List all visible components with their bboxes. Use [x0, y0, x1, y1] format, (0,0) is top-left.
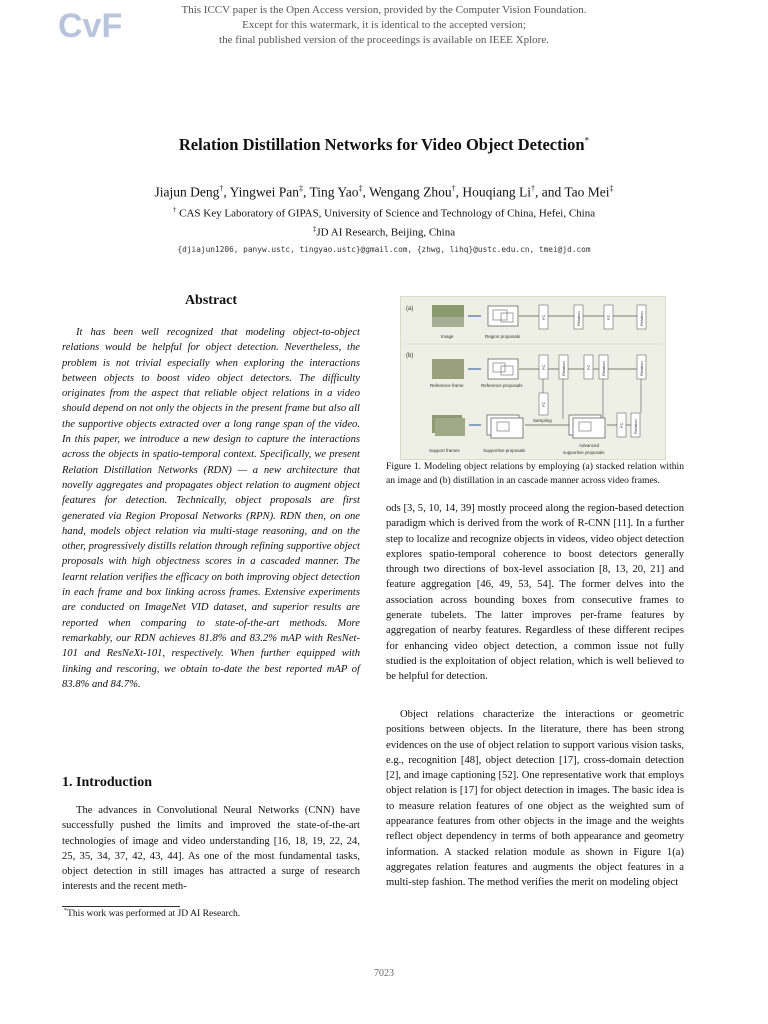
- fc-label: FC: [541, 314, 546, 320]
- author-mark: †: [219, 184, 224, 193]
- introduction-paragraph: The advances in Convolutional Neural Networks (CNN) have successfully pushed the limits and improved the state-of-the-art technologies of image and video understanding [16, 18, 19, 22, 24, 25, 35, 34, 37, 42, 43, 44]. As one of the most fundamental tasks, object detection in still images has attracted a surge of research interests and the recent meth-: [62, 805, 360, 893]
- author-separator: ,: [302, 184, 310, 200]
- figure-1-diagram: [400, 296, 666, 460]
- relation-label: Relation: [576, 311, 581, 326]
- advanced-proposals-caption-2: supportive proposals: [563, 450, 605, 455]
- paper-title: [0, 135, 768, 155]
- supportive-proposals-box: [491, 418, 523, 438]
- svg-text:CvF: CvF: [58, 7, 123, 42]
- figure-label-a: (a): [406, 306, 414, 312]
- relation-label: Relation: [639, 361, 644, 376]
- introduction-paragraph-relations: Object relations characterize the interactions or geometric positions between objects. In the literature, there has been strong evidences on the use of object relation to support various vision tasks, e.g., recognition [48], object detection [17], cross-domain detection [2], and image captioning [52]. One representative work that employs object relation is [17] for object detection in images. The basic idea is to measure relation features of one object as the weighted sum of appearance features from other objects in the image and the weights reflect object dependency in terms of both appearance and geometry information. A stacked relation module as shown in Figure 1(a) aggregates relation features and augments the object features in a multi-step fashion. The method verifies the merit on modeling object: [386, 709, 684, 889]
- affiliation-2: [0, 225, 768, 239]
- author-name: Ting Yao: [309, 184, 359, 200]
- relation-label: Relation: [601, 361, 606, 376]
- reference-frame-thumbnail: [432, 359, 464, 379]
- region-proposals-caption: Region proposals: [485, 334, 521, 339]
- footnote-mark: *: [64, 908, 67, 914]
- author-separator: ,: [455, 184, 463, 200]
- sampling-caption: Sampling: [533, 418, 552, 423]
- watermark-line-1: This ICCV paper is the Open Access version, provided by the Computer Vision Foundation.: [181, 4, 587, 16]
- author-separator: ,: [223, 184, 230, 200]
- abstract-heading: Abstract: [184, 293, 238, 308]
- relation-label: Relation: [639, 311, 644, 326]
- fc-label: FC: [619, 422, 624, 428]
- paper-title-text: Relation Distillation Networks for Video Object Detection: [178, 135, 585, 154]
- fc-label: FC: [586, 364, 591, 370]
- title-footnote-mark: *: [584, 135, 590, 146]
- affiliation-mark: †: [172, 206, 177, 214]
- watermark-line-3: the final published version of the proceedings is available on IEEE Xplore.: [219, 34, 549, 46]
- relation-label: Relation: [633, 419, 638, 434]
- author-name: Houqiang Li: [462, 184, 531, 200]
- affiliation-text: JD AI Research, Beijing, China: [316, 226, 456, 239]
- author-mark: †: [451, 184, 456, 193]
- author-name: Wengang Zhou: [369, 184, 452, 200]
- advanced-proposals-box: [573, 418, 605, 438]
- fc-label: FC: [606, 314, 611, 320]
- advanced-proposals-caption-1: Advanced: [579, 443, 600, 448]
- figure-1-caption: Figure 1. Modeling object relations by employing (a) stacked relation within an image and (b) distillation in an cascade manner across video frames.: [386, 461, 684, 486]
- reference-proposals-box: [488, 359, 518, 379]
- author-name: Tao Mei: [564, 184, 610, 200]
- affiliation-1: [0, 206, 768, 220]
- author-mark: ‡: [298, 184, 303, 193]
- support-frames-caption: Support frames: [429, 448, 460, 453]
- support-frame-thumbnail: [435, 418, 465, 436]
- author-separator: ,: [362, 184, 370, 200]
- author-mark: †: [530, 184, 535, 193]
- figure-label-b: (b): [406, 353, 414, 359]
- footnote: [64, 908, 240, 919]
- region-proposals-box: [488, 306, 518, 326]
- supportive-proposals-caption: Supportive proposals: [483, 448, 526, 453]
- footnote-divider: [62, 906, 180, 907]
- page-number: 7023: [374, 968, 394, 979]
- author-name: Yingwei Pan: [229, 184, 299, 200]
- fc-label: FC: [541, 364, 546, 370]
- author-mark: ‡: [609, 184, 614, 193]
- author-name: Jiajun Deng: [154, 184, 220, 200]
- fc-label: FC: [541, 401, 546, 407]
- watermark-line-2: Except for this watermark, it is identical to the accepted version;: [242, 19, 526, 31]
- image-thumbnail-ground: [432, 317, 464, 327]
- author-separator: , and: [534, 184, 565, 200]
- introduction-heading: 1. Introduction: [62, 775, 152, 790]
- introduction-paragraph-continued: ods [3, 5, 10, 14, 39] mostly proceed along the region-based detection paradigm which is derived from the work of R-CNN [11]. In a further step to localize and recognize objects in videos, video object detection explores spatio-temporal coherence to boost detectors generally through two directions of box-level association [8, 13, 20, 21] and feature aggregation [46, 49, 53, 54]. The former delves into the association across bounding boxes from consecutive frames to generate tubelets. The latter improves per-frame features by aggregation of nearby features. Regardless of these different recipes for enhancing video object detection, a common issue not fully studied is the exploitation of object relation, which is well believed to be helpful for detection.: [386, 503, 684, 683]
- relation-label: Relation: [561, 361, 566, 376]
- footnote-text: This work was performed at JD AI Research.: [67, 908, 241, 920]
- affiliation-text: CAS Key Laboratory of GIPAS, University of Science and Technology of China, Hefei, China: [176, 207, 596, 220]
- image-caption: Image: [441, 334, 454, 339]
- watermark-notice: [150, 3, 618, 48]
- reference-proposals-caption: Reference proposals: [481, 383, 523, 388]
- cvf-logo: [58, 6, 140, 42]
- reference-frame-caption: Reference frame: [430, 383, 464, 388]
- abstract-body: It has been well recognized that modeling object-to-object relations would be helpful for object detection. Nevertheless, the problem is not trivial especially when exploring the interactions between objects to boost video object detectors. The difficulty originates from the aspect that reliable object relations in a video should depend on not only the objects in the present frame but also all the supportive objects extracted over a long range span of the video. In this paper, we introduce a new design to capture the interactions across the objects in spatio-temporal context. Specifically, we present Relation Distillation Networks (RDN) — a new architecture that novelly aggregates and propagates object relation to augment object features for detection. Technically, object proposals are first generated via Region Proposal Networks (RPN). RDN then, on one hand, models object relation via multi-stage reasoning, and on the other, progressively distills relation through refining supportive object proposals with high objectness scores in a cascaded manner. The learnt relation verifies the efficacy on both improving object detection in each frame and box linking across frames. Extensive experiments are conducted on ImageNet VID dataset, and superior results are reported when comparing to state-of-the-art methods. More remarkably, our RDN achieves 81.8% and 83.2% mAP with ResNet-101 and ResNeXt-101, respectively. When further equipped with linking and rescoring, we obtain to-date the best reported mAP of 83.8% and 84.7%.: [62, 327, 360, 690]
- author-list: [0, 184, 768, 201]
- author-emails: {djiajun1206, panyw.ustc, tingyao.ustc}@gmail.com, {zhwg, lihq}@ustc.edu.cn, tmei@jd.com: [177, 245, 591, 254]
- affiliation-mark: ‡: [312, 225, 317, 233]
- author-mark: ‡: [358, 184, 363, 193]
